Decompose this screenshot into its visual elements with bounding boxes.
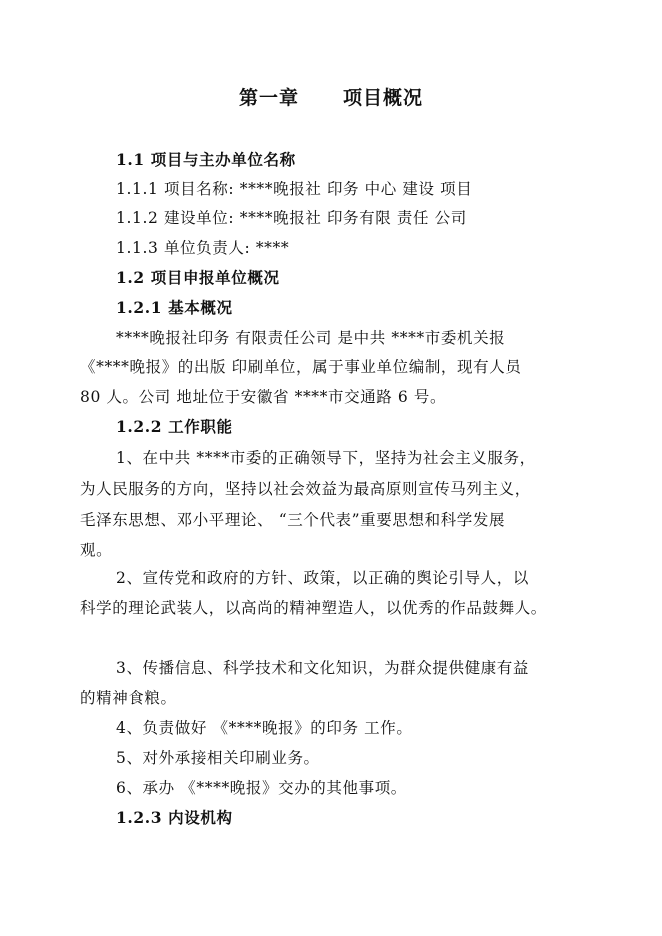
duty-item-4: 4、负责做好 《****晚报》的印务 工作。 <box>116 719 413 737</box>
duty-item-1: 1、在中共 ****市委的正确领导下，坚持为社会主义服务， <box>116 449 536 467</box>
duty-item-1-continued: 为人民服务的方向，坚持以社会效益为最高原则宣传马列主义， <box>80 480 531 498</box>
duty-item-2: 2、宣传党和政府的方针、政策，以正确的舆论引导人，以 <box>116 569 529 587</box>
duty-item-3: 3、传播信息、科学技术和文化知识，为群众提供健康有益 <box>116 659 529 677</box>
duty-item-2-continued: 科学的理论武装人，以高尚的精神塑造人，以优秀的作品鼓舞人。 <box>80 599 547 617</box>
subsection-heading-1-2-2: 1.2.2 工作职能 <box>116 417 233 436</box>
duty-item-5: 5、对外承接相关印刷业务。 <box>116 749 320 767</box>
chapter-number: 第一章 <box>238 87 299 109</box>
paragraph-line: 80 人。公司 地址位于安徽省 ****市交通路 6 号。 <box>80 388 447 406</box>
chapter-title: 项目概况 <box>343 87 424 109</box>
construction-unit-line: 1.1.2 建设单位: ****晚报社 印务有限 责任 公司 <box>116 209 467 227</box>
section-heading-1-2: 1.2 项目申报单位概况 <box>116 268 280 287</box>
section-heading-1-1: 1.1 项目与主办单位名称 <box>116 150 296 169</box>
unit-leader-line: 1.1.3 单位负责人: **** <box>116 239 290 257</box>
subsection-heading-1-2-1: 1.2.1 基本概况 <box>116 298 233 317</box>
duty-item-1-continued: 观。 <box>80 541 113 559</box>
project-name-line: 1.1.1 项目名称: ****晚报社 印务 中心 建设 项目 <box>116 180 473 198</box>
duty-item-6: 6、承办 《****晚报》交办的其他事项。 <box>116 779 407 797</box>
duty-item-3-continued: 的精神食粮。 <box>80 689 177 707</box>
paragraph-line: 《****晚报》的出版 印刷单位，属于事业单位编制，现有人员 <box>80 358 522 376</box>
paragraph-line: ****晚报社印务 有限责任公司 是中共 ****市委机关报 <box>116 329 506 347</box>
chapter-heading <box>0 86 662 110</box>
duty-item-1-continued: 毛泽东思想、邓小平理论、 “三个代表”重要思想和科学发展 <box>80 511 506 529</box>
subsection-heading-1-2-3: 1.2.3 内设机构 <box>116 808 233 827</box>
